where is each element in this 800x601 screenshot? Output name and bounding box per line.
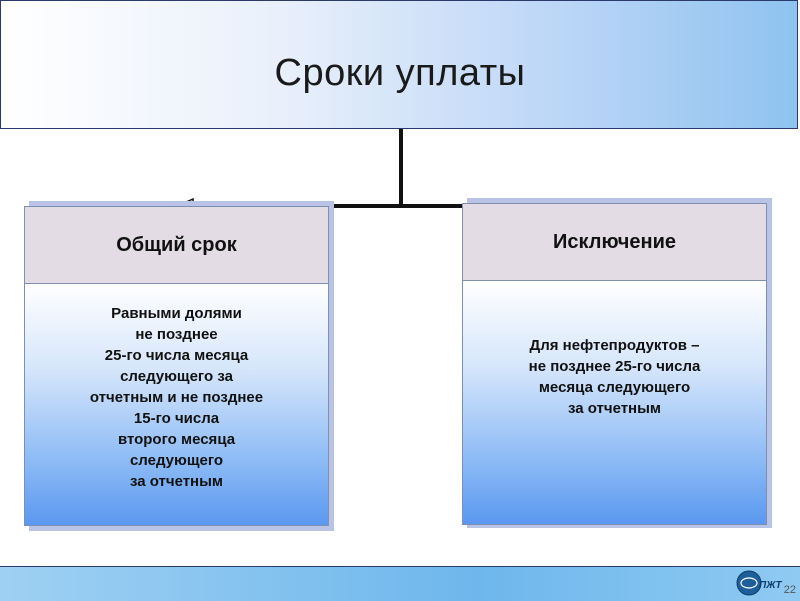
left-card-line: второго месяца: [117, 431, 236, 448]
left-card-line: следующего за: [120, 368, 233, 385]
left-card-line: Равными долями: [111, 305, 242, 322]
logo-text: ПЖТ: [759, 580, 782, 591]
left-card-line: 25-го числа месяца: [104, 347, 249, 364]
left-card-line: 15-го числа: [133, 410, 220, 427]
left-card-body: [25, 284, 328, 525]
right-card: [462, 203, 767, 525]
left-card-line: следующего: [129, 452, 224, 469]
company-logo-icon: [735, 566, 782, 600]
slide-title: Сроки уплаты: [274, 52, 526, 94]
footer-bar: [0, 566, 800, 601]
right-card-header: Исключение: [463, 204, 766, 281]
left-card-line: отчетным и не позднее: [89, 389, 264, 406]
left-card: [24, 206, 329, 526]
left-card-header: Общий срок: [25, 207, 328, 284]
right-card-body: [463, 281, 766, 524]
page-number: 22: [783, 584, 796, 596]
right-card-line: месяца следующего: [538, 379, 691, 396]
right-card-line: за отчетным: [567, 400, 662, 417]
left-card-line: не позднее: [135, 326, 218, 343]
right-card-line: Для нефтепродуктов –: [529, 337, 700, 354]
left-card-line: за отчетным: [129, 473, 224, 490]
right-card-line: не позднее 25-го числа: [528, 358, 701, 375]
